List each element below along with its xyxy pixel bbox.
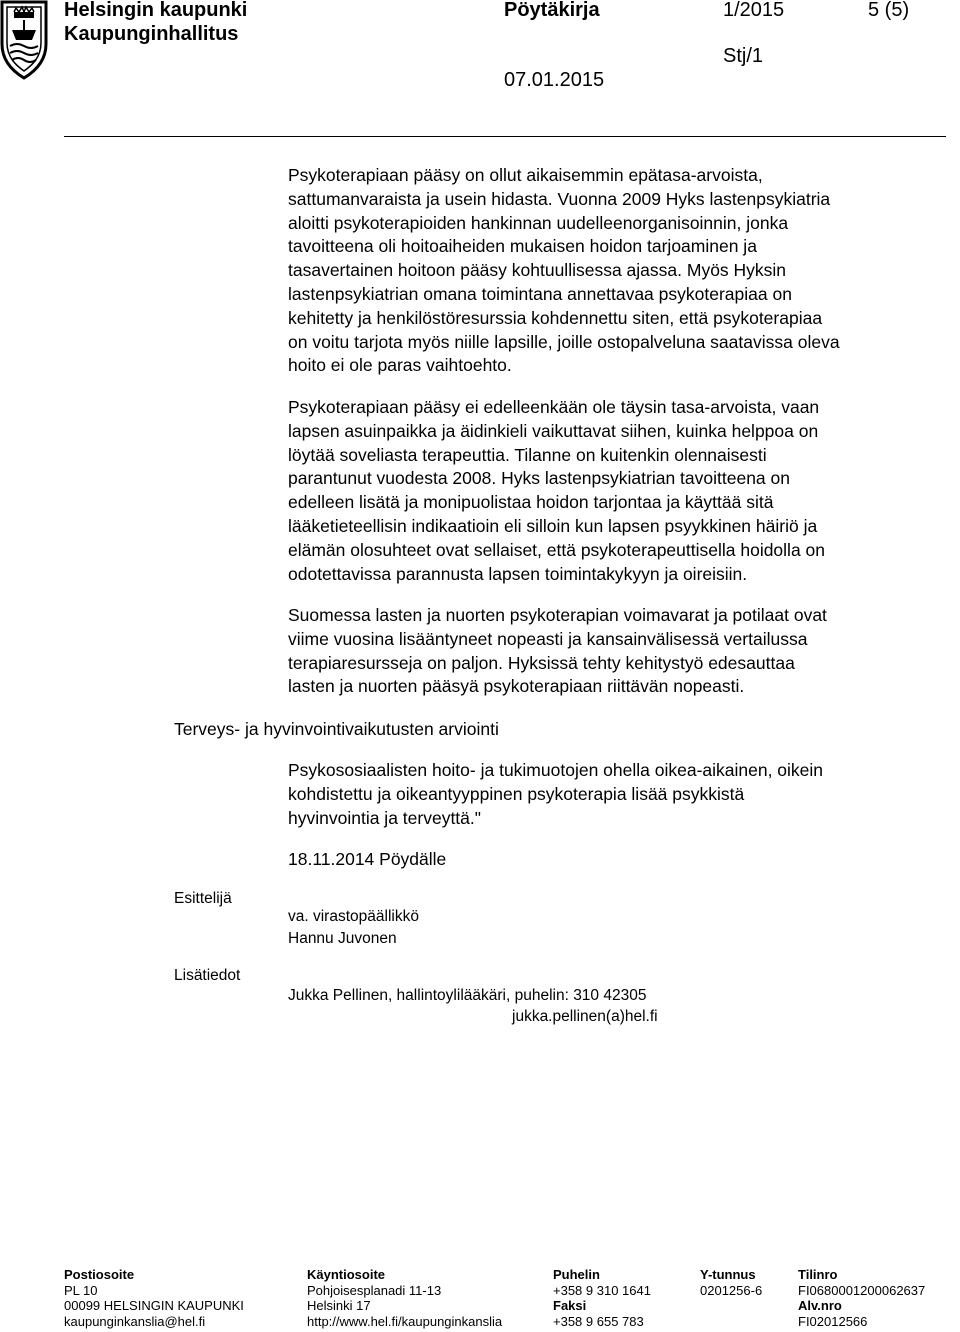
- footer-vat-number: FI02012566: [798, 1313, 868, 1329]
- footer-ytunnus-value: 0201256-6: [700, 1282, 763, 1298]
- text-line: lapsen asuinpaikka ja äidinkieli vaikuttavat siihen, kuinka helppoa on: [288, 420, 819, 441]
- text-line: lasten ja nuorten pääsyä psykoterapiaan riittävän nopeasti.: [288, 676, 745, 697]
- contact-email[interactable]: jukka.pellinen(a)hel.fi: [512, 1008, 658, 1025]
- footer-visit: [307, 1267, 502, 1329]
- footer-postal: [64, 1267, 244, 1329]
- document-type: Pöytäkirja: [504, 0, 600, 21]
- text-line: sattumanvaraista ja usein hidasta. Vuonna 2009 Hyks lastenpsykiatria: [288, 188, 831, 209]
- presenter-name: Hannu Juvonen: [288, 930, 397, 947]
- text-line: kohdistettu ja oikeantyyppinen psykoterapia lisää psykkistä: [288, 783, 745, 804]
- paragraph-2: [288, 396, 948, 586]
- text-line: lääketieteellisin indikaatioin eli silloin kun lapsen psyykkinen häiriö ja: [288, 515, 818, 536]
- text-line: lastenpsykiatrian omana toimintana annettavaa psykoterapiaa on: [288, 283, 792, 304]
- footer-phone-title: Puhelin: [553, 1267, 600, 1282]
- text-line: viime vuosina lisääntyneet nopeasti ja kansainvälisessä vertailussa: [288, 628, 808, 649]
- footer-visit-line: Helsinki 17: [307, 1298, 371, 1313]
- section-paragraph: [288, 759, 948, 830]
- text-line: löytää soveliasta terapeuttia. Tilanne on kuitenkin olennaisesti: [288, 444, 767, 465]
- text-line: Psykoterapiaan pääsy on ollut aikaisemmin epätasa-arvoista,: [288, 165, 763, 185]
- text-line: tavoitteena oli hoitoaiheiden mukaisen hoidon tarjoaminen ja: [288, 236, 757, 257]
- presenter-label: Esittelijä: [174, 890, 232, 907]
- footer-postal-email[interactable]: kaupunginkanslia@hel.fi: [64, 1313, 206, 1329]
- text-line: hoito ei ole paras vaihtoehto.: [288, 355, 512, 376]
- text-line: Suomessa lasten ja nuorten psykoterapian voimavarat ja potilaat ovat: [288, 605, 827, 625]
- text-line: odotettavissa parannusta lapsen toimintakykyyn ja oireisiin.: [288, 563, 748, 584]
- footer-phone-number: +358 9 310 1641: [553, 1282, 651, 1298]
- footer-postal-title: Postiosoite: [64, 1267, 135, 1282]
- text-line: hyvinvointia ja terveyttä.": [288, 807, 481, 828]
- footer-ytunnus: [700, 1267, 762, 1298]
- tabled-note: 18.11.2014 Pöydälle: [288, 849, 447, 869]
- org-name: Helsingin kaupunki: [64, 0, 248, 21]
- text-line: Psykoterapiaan pääsy ei edelleenkään ole täysin tasa-arvoista, vaan: [288, 397, 820, 417]
- helsinki-crest-icon: [0, 0, 48, 80]
- footer-postal-line: PL 10: [64, 1282, 98, 1298]
- text-line: on voitu tarjota myös niille lapsille, joille ostopalveluna saatavissa oleva: [288, 331, 840, 352]
- meeting-date: 07.01.2015: [504, 69, 605, 91]
- text-line: kehitetty ja henkilöstöresurssia kohdennettu siten, että psykoterapiaa: [288, 307, 823, 328]
- footer-visit-line: Pohjoisesplanadi 11-13: [307, 1282, 442, 1298]
- footer-fax-title: Faksi: [553, 1298, 587, 1313]
- text-line: tasavertainen hoitoon pääsy kohtuullisessa ajassa. Myös Hyksin: [288, 260, 787, 281]
- footer-bank: [798, 1267, 925, 1329]
- text-line: elämän olosuhteet ovat sellaiset, että psykoterapeuttisella hoidolla on: [288, 539, 826, 560]
- presenter-title: va. virastopäällikkö: [288, 908, 419, 925]
- paragraph-3: [288, 604, 948, 699]
- paragraph-1: [288, 164, 948, 378]
- footer-fax-number: +358 9 655 783: [553, 1313, 644, 1329]
- footer-phone: [553, 1267, 651, 1329]
- page-number: 5 (5): [868, 0, 910, 21]
- footer-postal-line: 00099 HELSINGIN KAUPUNKI: [64, 1298, 244, 1313]
- contact-label: Lisätiedot: [174, 967, 241, 984]
- contact-line: Jukka Pellinen, hallintoylilääkäri, puhelin: 310 42305: [288, 987, 647, 1004]
- text-line: edelleen lisätä ja monipuolistaa hoidon tarjontaa ja käyttää sitä: [288, 492, 774, 513]
- footer-visit-title: Käyntiosoite: [307, 1267, 386, 1282]
- footer-visit-url[interactable]: http://www.hel.fi/kaupunginkanslia: [307, 1313, 503, 1329]
- header-rule: [64, 136, 946, 137]
- body-name: Kaupunginhallitus: [64, 23, 239, 45]
- footer-ytunnus-title: Y-tunnus: [700, 1267, 756, 1282]
- text-line: terapiaresursseja on paljon. Hyksissä tehty kehitystyö edesauttaa: [288, 652, 795, 673]
- issue-number: 1/2015: [723, 0, 785, 21]
- footer-bank-title: Tilinro: [798, 1267, 838, 1282]
- text-line: Psykososiaalisten hoito- ja tukimuotojen ohella oikea-aikainen, oikein: [288, 760, 824, 780]
- section-code: Stj/1: [723, 45, 764, 67]
- section-heading: Terveys- ja hyvinvointivaikutusten arviointi: [174, 719, 499, 739]
- footer-bank-account: FI0680001200062637: [798, 1282, 926, 1298]
- text-line: aloitti psykoterapioiden hankinnan uudelleenorganisoinnin, jonka: [288, 212, 789, 233]
- text-line: parantunut vuodesta 2008. Hyks lastenpsykiatrian tavoitteena on: [288, 468, 790, 489]
- footer-vat-title: Alv.nro: [798, 1298, 842, 1313]
